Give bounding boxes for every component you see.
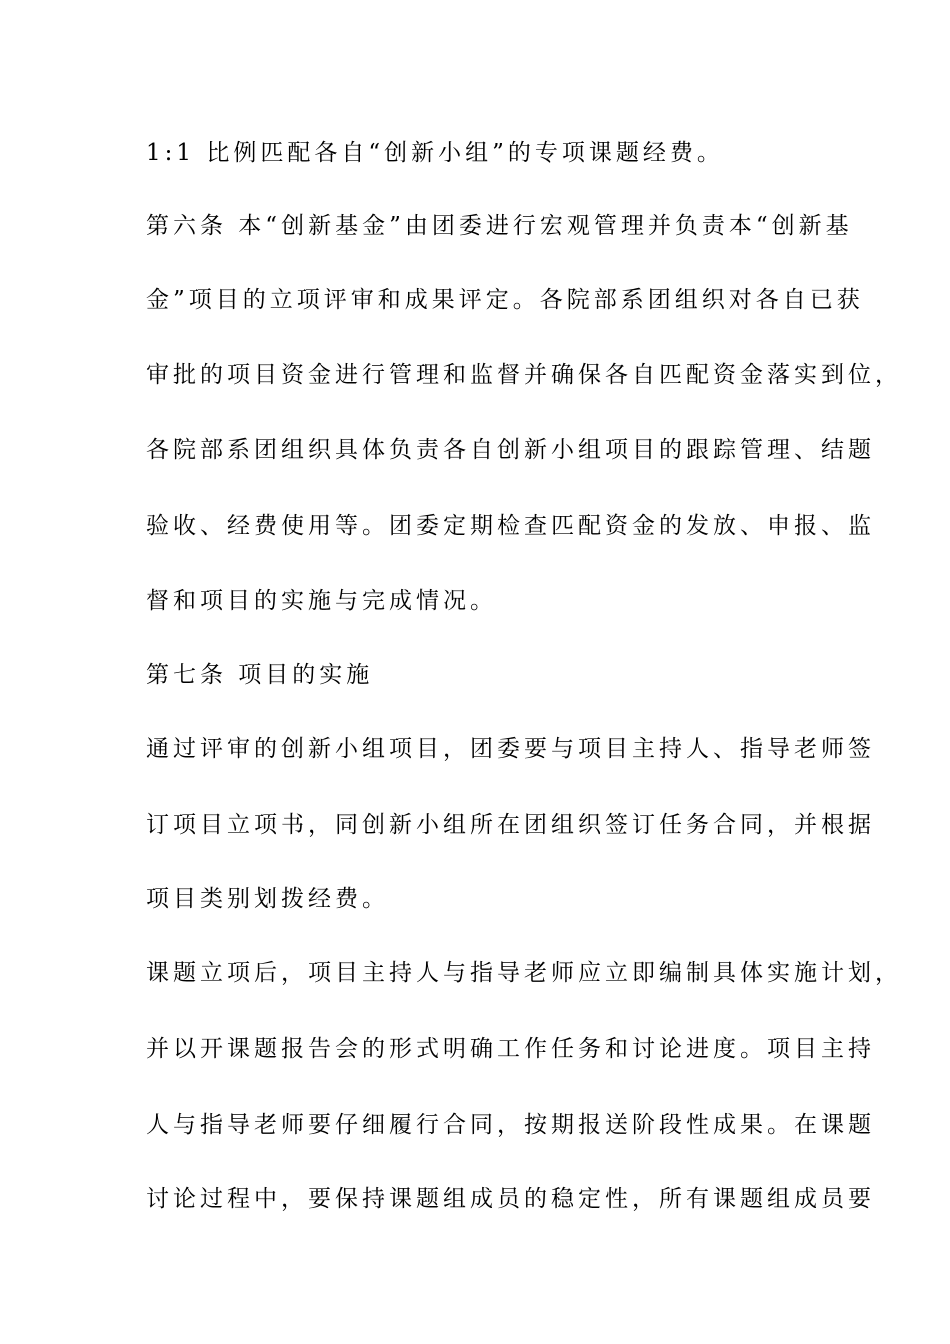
paragraph-line: 通过评审的创新小组项目，团委要与项目主持人、指导老师签 [146,736,875,762]
paragraph-line: 人与指导老师要仔细履行合同，按期报送阶段性成果。在课题 [146,1112,875,1138]
paragraph-line: 课题立项后，项目主持人与指导老师应立即编制具体实施计划， [146,960,902,986]
paragraph-line: 1:1 比例匹配各自“创新小组”的专项课题经费。 [146,140,724,166]
paragraph-line: 金”项目的立项评审和成果评定。各院部系团组织对各自已获 [146,287,864,313]
paragraph-line: 督和项目的实施与完成情况。 [146,588,497,614]
paragraph-line: 第六条 本“创新基金”由团委进行宏观管理并负责本“创新基 [146,213,853,239]
paragraph-line: 验收、经费使用等。团委定期检查匹配资金的发放、申报、监 [146,513,875,539]
paragraph-line: 讨论过程中，要保持课题组成员的稳定性，所有课题组成员要 [146,1186,875,1212]
paragraph-line: 审批的项目资金进行管理和监督并确保各自匹配资金落实到位， [146,362,902,388]
paragraph-line: 并以开课题报告会的形式明确工作任务和讨论进度。项目主持 [146,1036,875,1062]
paragraph-line: 订项目立项书，同创新小组所在团组织签订任务合同，并根据 [146,812,875,838]
section-heading: 第七条 项目的实施 [146,662,374,688]
paragraph-line: 各院部系团组织具体负责各自创新小组项目的跟踪管理、结题 [146,437,875,463]
paragraph-line: 项目类别划拨经费。 [146,886,389,912]
